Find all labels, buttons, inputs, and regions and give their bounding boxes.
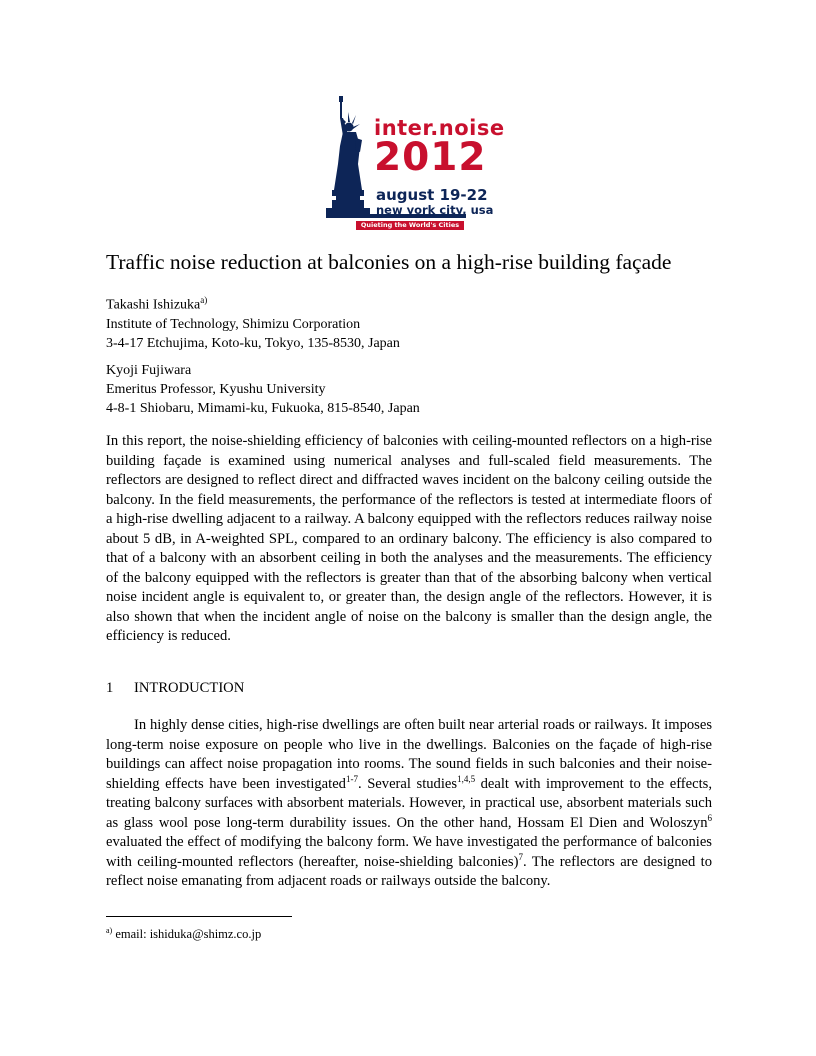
citation: 1-7 xyxy=(345,773,358,784)
logo-line-1: inter.noise xyxy=(374,116,505,140)
citation: 6 xyxy=(707,812,712,823)
section-number: 1 xyxy=(106,680,114,696)
author-affiliation: Emeritus Professor, Kyushu University xyxy=(106,382,326,397)
paper-title: Traffic noise reduction at balconies on a high-rise building façade xyxy=(106,250,672,274)
author-address: 3-4-17 Etchujima, Koto-ku, Tokyo, 135-8530, Japan xyxy=(106,335,400,351)
logo-dates: august 19-22 xyxy=(376,186,488,204)
footnote-email: email: ishiduka@shimz.co.jp xyxy=(112,927,262,942)
citation: 1,4,5 xyxy=(457,773,476,784)
author-address: 4-8-1 Shiobaru, Mimami-ku, Fukuoka, 815-8540, Japan xyxy=(106,401,420,416)
logo-tagline: Quieting the World's Cities xyxy=(356,221,464,230)
author-name: Kyoji Fujiwara xyxy=(106,363,192,378)
conference-logo xyxy=(322,94,505,234)
introduction-paragraph xyxy=(106,716,712,892)
author-footnote-mark: a) xyxy=(200,295,208,305)
footnote-mark: a) xyxy=(106,926,113,935)
footnote xyxy=(106,926,261,942)
logo-location: new york city, usa xyxy=(376,203,494,217)
abstract: In this report, the noise-shielding efficiency of balconies with ceiling-mounted reflectors on a high-rise building façade is examined using numerical analyses and full-scaled field measurements. The reflectors are designed to reflect direct and diffracted waves incident on the balcony ceiling outside the balcony. In the field measurements, the performance of the reflectors is tested at intermediate floors of a high-rise dwelling adjacent to a railway. A balcony equipped with the reflectors reduces railway noise about 5 dB, in A-weighted SPL, compared to an ordinary balcony. The efficiency is also compared to that of a balcony with an absorbent ceiling in both the analyses and the measurements. The efficiency of the balcony equipped with the reflectors is greater than that of the absorbing balcony when vertical noise incident angle is equivalent to, or greater than, the design angle of the reflectors. However, it is also shown that when the incident angle of noise on the balcony is smaller than the design angle, the efficiency is reduced. xyxy=(106,433,712,644)
author-name xyxy=(106,291,400,315)
citation: 7 xyxy=(518,851,523,862)
author-block-1 xyxy=(106,291,400,353)
intro-text-3: dealt with improvement to the effects, treating balcony surfaces with absorbent materials. However, in practical use, absorbent materials such as glass wool pose long-term durability issues. On the other hand, Hossam El Dien and Woloszyn xyxy=(106,775,712,831)
intro-text-2: . Several studies xyxy=(357,775,458,792)
section-heading xyxy=(106,680,244,697)
author-name-text: Takashi Ishizuka xyxy=(106,297,201,313)
intro-text-1: In highly dense cities, high-rise dwellings are often built near arterial roads or railways. It imposes long-term noise exposure on people who live in the dwellings. Balconies on the façade of high-rise buildings can affect noise propagation into rooms. The sound fields in such balconies and their noise-shielding effects have been investigated xyxy=(106,717,712,792)
author-affiliation: Institute of Technology, Shimizu Corporation xyxy=(106,316,361,332)
logo-year: 2012 xyxy=(374,135,487,180)
section-title: INTRODUCTION xyxy=(134,680,245,696)
intro-text-4: evaluated the effect of modifying the balcony form. We have investigated the performance of balconies with ceiling-mounted reflectors (hereafter, noise-shielding balconies) xyxy=(106,834,712,870)
author-block-2 xyxy=(106,361,420,418)
intro-text-5: . The reflectors are designed to reflect noise emanating from adjacent roads or railways outside the balcony. xyxy=(106,853,712,889)
footnote-divider xyxy=(106,916,292,917)
